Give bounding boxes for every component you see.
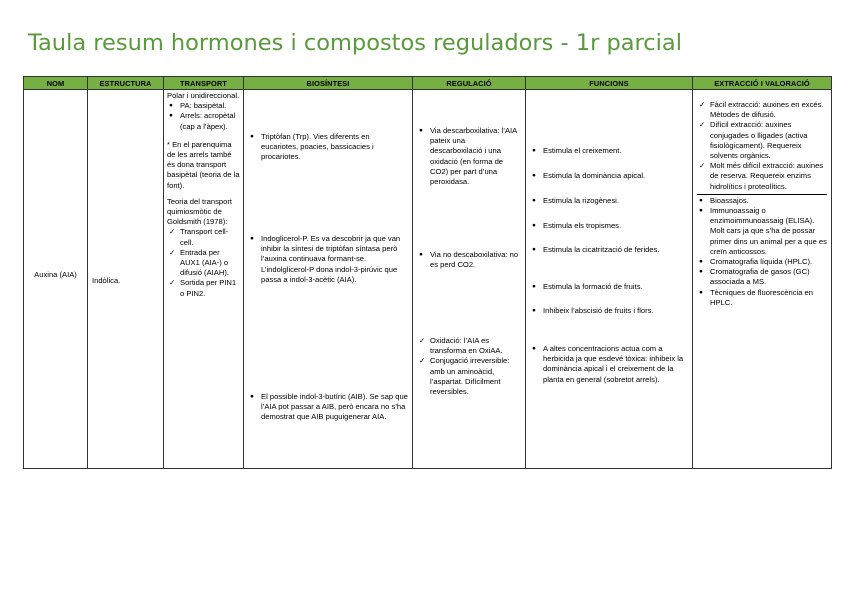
transport-item: ✓ Transport cell-cell. (167, 227, 241, 247)
transport-teoria: Teoria del transport quimiosmòtic de Goldsmith (1978): (167, 196, 233, 227)
funcio-item: ● Estimula els tropismes. (530, 221, 688, 231)
funcio-item: ● A altes concentracions actua com a herbicida ja que esdevé tòxica: inhibeix la dominància apical i el creixement de la planta en general (sobretot arrels). (530, 344, 688, 385)
funcio-item: ● Estimula la formació de fruits. (530, 282, 688, 292)
valoracio-item: ● Cromatografia líquida (HPLC). (697, 257, 827, 267)
extraccio-item: ✓ Difícil extracció: auxines conjugades o lligades (activa fisiològicament). Requereix solvents orgànics. (697, 120, 827, 161)
structure-value: Indòlica. (92, 276, 121, 285)
valoracio-item: ● Immunoassaig o enzimoimmunoassaig (ELISA). Molt cars ja que s’ha de possar primer dins un animal per a que es creïn anticossos. (697, 206, 827, 257)
table-row (24, 90, 832, 469)
page-title: Taula resum hormones i compostos reguladors - 1r parcial (28, 30, 682, 56)
section-divider (697, 194, 827, 195)
regulacio-oxidacio: ✓ Oxidació: l’AIA es transforma en OxiAA. (417, 336, 519, 356)
header-nom: NOM (24, 77, 88, 90)
transport-arrels: ● Arrels: acropètal (cap a l’àpex). (167, 111, 241, 131)
biosintesi-item: ● Indoglicerol-P. Es va descobrir ja que van inhibir la síntesi de triptòfan síntasa però l’auxina continuava formant-se. L’indolglicerol-P dona indol-3-pirúvic que passa a indol-3-acètic (AIA). (248, 234, 408, 285)
cell-nom (24, 90, 88, 469)
funcio-item: ● Estimula la rizogènesi. (530, 196, 688, 206)
transport-pa: ● PA: basipètal. (167, 101, 241, 111)
transport-item: ✓ Entrada per AUX1 (AIA-) o difusió (AIAH). (167, 248, 241, 279)
regulacio-via1: ● Via descarboxilativa: l’AIA pateix una descarboxilació i una oxidació (en forma de CO2) per part d’una peroxidasa. (417, 126, 519, 187)
summary-table (23, 76, 832, 469)
funcio-item: ● Inhibeix l’abscisió de fruits i flors. (530, 306, 688, 316)
transport-item: ✓ Sortida per PIN1 o PIN2. (167, 278, 241, 298)
funcio-item: ● Estimula la dominància apical. (530, 171, 688, 181)
cell-biosintesi (244, 90, 413, 469)
header-regulacio: REGULACIÓ (413, 77, 526, 90)
regulacio-conjugacio: ✓ Conjugació irreversible: amb un aminoàcid, l’aspartat. Difícilment reversibles. (417, 356, 519, 397)
extraccio-item: ✓ Fàcil extracció: auxines en excés. Mètodes de difusió. (697, 100, 827, 120)
header-extraccio: EXTRACCIÓ I VALORACIÓ (693, 77, 832, 90)
valoracio-item: ● Cromatografia de gasos (GC) associada a MS. (697, 267, 827, 287)
header-estructura: ESTRUCTURA (88, 77, 164, 90)
cell-regulacio (413, 90, 526, 469)
header-funcions: FUNCIONS (526, 77, 693, 90)
header-biosintesi: BIOSÍNTESI (244, 77, 413, 90)
header-row (24, 77, 832, 90)
cell-funcions (526, 90, 693, 469)
transport-intro: Polar i unidireccional. (167, 91, 240, 100)
cell-transport (164, 90, 244, 469)
hormone-name: Auxina (AIA) (34, 270, 77, 279)
header-transport: TRANSPORT (164, 77, 244, 90)
cell-estructura (88, 90, 164, 469)
valoracio-item: ● Tècniques de fluorescència en HPLC. (697, 288, 827, 308)
regulacio-via2: ● Via no descaboxilativa: no es perd CO2. (417, 250, 519, 270)
funcio-item: ● Estimula el creixement. (530, 146, 688, 156)
biosintesi-item: ● Triptòfan (Trp). Vies diferents en eucariotes, poacies, bassicacies i procariotes. (248, 132, 408, 163)
valoracio-item: ● Bioassajos. (697, 196, 827, 206)
biosintesi-item: ● El possible indol-3-butíric (AIB). Se sap que l’AIA pot passar a AIB, però encara no s’ha demostrat que AIB puguigenerar AIA. (248, 392, 408, 423)
transport-parenquima: * En el parenquima de les arrels també és dona transport basipètal (teoria de la font). (167, 139, 240, 190)
funcio-item: ● Estimula la cicatrització de ferides. (530, 245, 688, 255)
extraccio-item: ✓ Molt més difícil extracció: auxines de reserva. Requereix enzims hidrolítics i proteolítics. (697, 161, 827, 192)
cell-extraccio (693, 90, 832, 469)
